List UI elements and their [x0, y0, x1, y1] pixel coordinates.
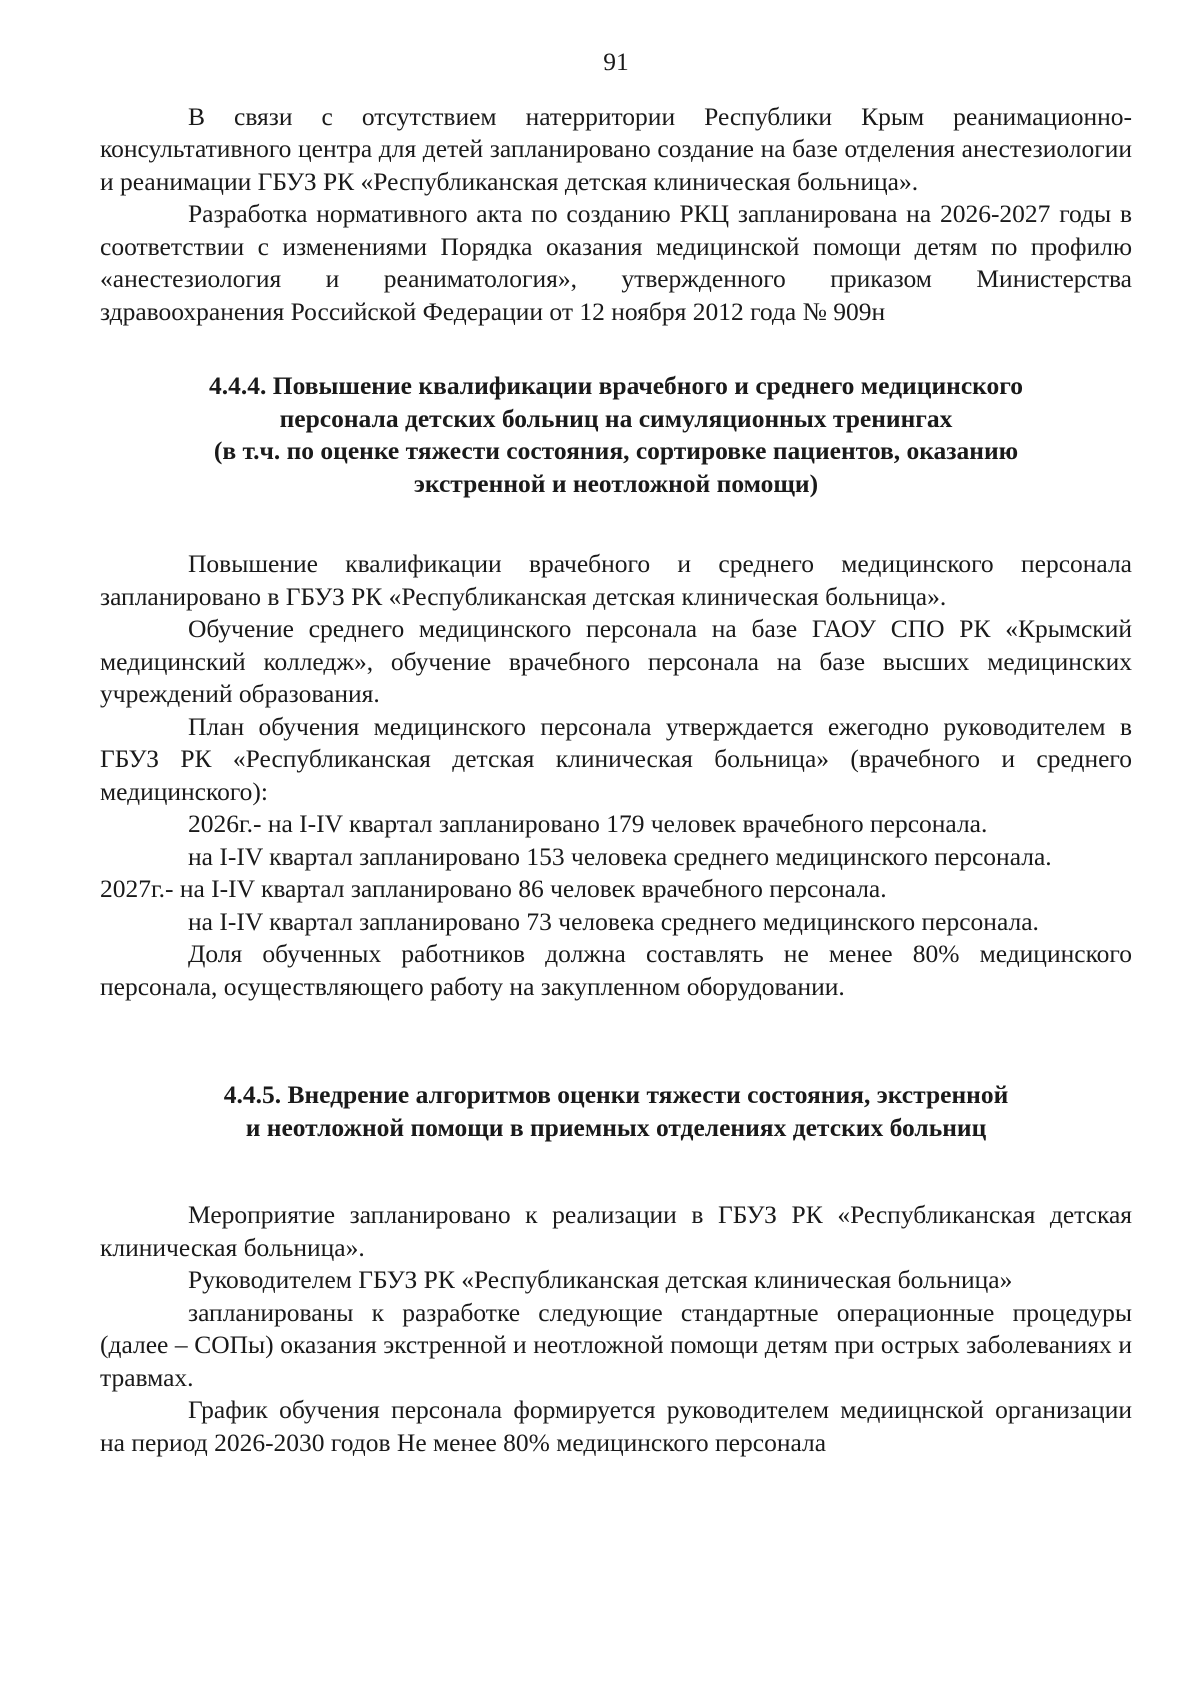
- section-body-4-4-5: [100, 1199, 1132, 1459]
- body-paragraph: на I-IV квартал запланировано 73 человека среднего медицинского персонала.: [188, 906, 1039, 936]
- heading-line: экстренной и неотложной помощи): [413, 468, 819, 498]
- body-paragraph: запланированы к разработке следующие стандартные операционные процедуры (далее – СОПы) оказания экстренной и неотложной помощи детям при острых заболеваниях и травмах.: [100, 1297, 1132, 1392]
- page-number: 91: [603, 47, 629, 76]
- intro-paragraph-1: В связи с отсутствием натерритории Республики Крым реанимационно-консультативного центра для детей запланировано создание на базе отделения анестезиологии и реанимации ГБУЗ РК «Республиканская детская клиническая больница».: [100, 101, 1132, 196]
- heading-line: персонала детских больниц на симуляционных тренингах: [279, 403, 953, 433]
- body-paragraph: Руководителем ГБУЗ РК «Республиканская детская клиническая больница»: [188, 1265, 1013, 1294]
- body-paragraph: 2027г.- на I-IV квартал запланировано 86 человек врачебного персонала.: [100, 874, 887, 903]
- body-paragraph: График обучения персонала формируется руководителем медиицнской организации на период 2026-2030 годов Не менее 80% медицинского персонала: [100, 1395, 1132, 1457]
- section-body-4-4-4: [100, 548, 1132, 1003]
- body-paragraph: Повышение квалификации врачебного и среднего медицинского персонала запланировано в ГБУЗ РК «Республиканская детская клиническая больница».: [100, 549, 1132, 611]
- document-page: [100, 46, 1132, 1459]
- body-paragraph: на I-IV квартал запланировано 153 человека среднего медицинского персонала.: [188, 841, 1052, 871]
- body-paragraph: План обучения медицинского персонала утверждается ежегодно руководителем в ГБУЗ РК «Республиканская детская клиническая больница» (врачебного и среднего медицинского):: [100, 711, 1132, 806]
- section-heading-4-4-4: [100, 370, 1132, 500]
- heading-line: (в т.ч. по оценке тяжести состояния, сортировке пациентов, оказанию: [213, 436, 1019, 465]
- section-heading-4-4-5: [100, 1079, 1132, 1144]
- heading-line: 4.4.4. Повышение квалификации врачебного и среднего медицинского: [209, 371, 1023, 400]
- intro-paragraph-2: Разработка нормативного акта по созданию РКЦ запланирована на 2026-2027 годы в соответствии с изменениями Порядка оказания медицинской помощи детям по профилю «анестезиология и реаниматология», утвержденного приказом Министерства здравоохранения Российской Федерации от 12 ноября 2012 года № 909н: [100, 199, 1132, 326]
- body-paragraph: 2026г.- на I-IV квартал запланировано 179 человек врачебного персонала.: [188, 809, 988, 838]
- body-paragraph: Мероприятие запланировано к реализации в ГБУЗ РК «Республиканская детская клиническая больница».: [100, 1200, 1132, 1262]
- body-paragraph: Доля обученных работников должна составлять не менее 80% медицинского персонала, осуществляющего работу на закупленном оборудовании.: [100, 939, 1132, 1001]
- heading-line: 4.4.5. Внедрение алгоритмов оценки тяжести состояния, экстренной: [223, 1080, 1009, 1109]
- body-paragraph: Обучение среднего медицинского персонала на базе ГАОУ СПО РК «Крымский медицинский колледж», обучение врачебного персонала на базе высших медицинских учреждений образования.: [100, 614, 1132, 708]
- heading-line: и неотложной помощи в приемных отделениях детских больниц: [245, 1112, 987, 1142]
